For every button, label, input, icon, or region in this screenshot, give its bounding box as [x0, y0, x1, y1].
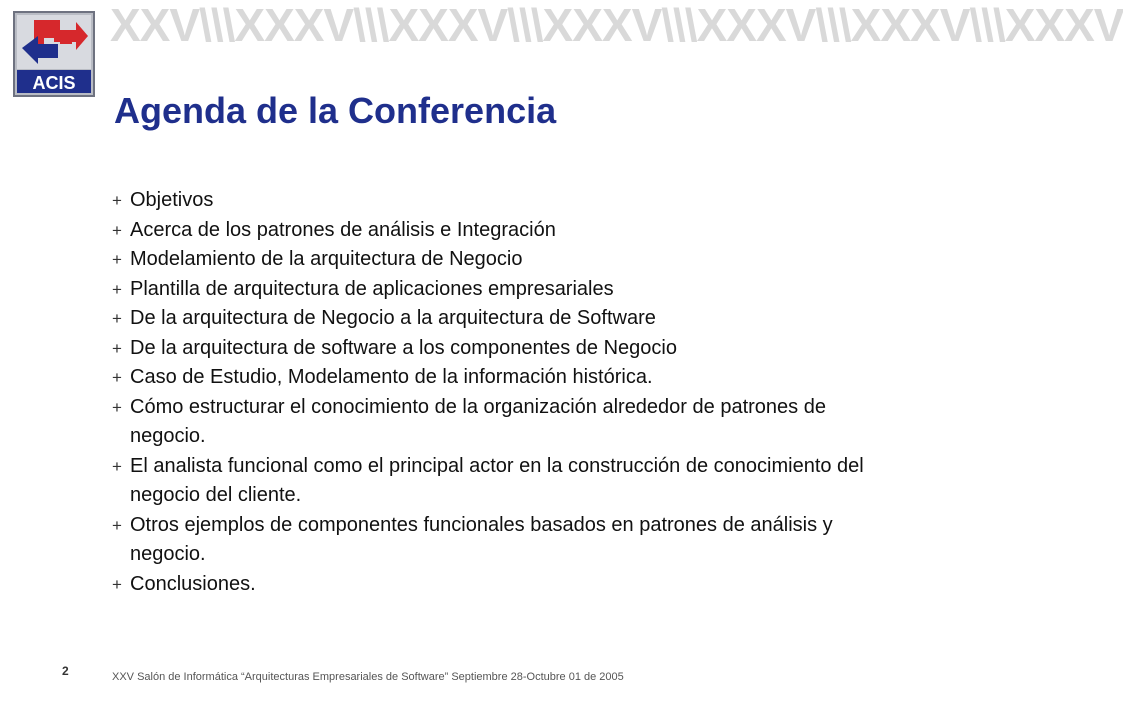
agenda-item: [112, 216, 902, 246]
agenda-item: [112, 245, 902, 275]
slide-number: 2: [62, 664, 69, 678]
bullet-marker: +: [112, 456, 122, 476]
header-banner: [110, 0, 1123, 51]
bullet-marker: +: [112, 220, 122, 240]
agenda-item: [112, 304, 902, 334]
bullet-marker: +: [112, 191, 122, 210]
bullet-marker: +: [112, 515, 122, 535]
agenda-item-text: Otros ejemplos de componentes funcionales basados en patrones de análisis y negocio.: [130, 513, 833, 565]
agenda-item-text: Caso de Estudio, Modelamento de la información histórica.: [130, 366, 653, 388]
logo-text: ACIS: [32, 73, 76, 93]
agenda-item-text: El analista funcional como el principal actor en la construcción de conocimiento del negocio del cliente.: [130, 454, 864, 506]
agenda-item-text: Conclusiones.: [130, 572, 256, 595]
page-title: Agenda de la Conferencia: [114, 90, 557, 131]
agenda-item-text: De la arquitectura de software a los componentes de Negocio: [130, 336, 677, 359]
bullet-marker: +: [112, 397, 122, 417]
footer-text: XXV Salón de Informática “Arquitecturas Empresariales de Software” Septiembre 28-Octubre 01 de 2005: [112, 671, 624, 683]
acis-logo: [14, 12, 94, 96]
agenda-item-text: Acerca de los patrones de análisis e Integración: [130, 218, 556, 241]
agenda-item-text: Plantilla de arquitectura de aplicaciones empresariales: [130, 277, 614, 300]
agenda-item: [112, 186, 902, 216]
bullet-marker: +: [112, 338, 122, 358]
agenda-list: [112, 186, 902, 599]
bullet-marker: +: [112, 309, 122, 328]
agenda-item: [112, 393, 902, 452]
agenda-item-text: Cómo estructurar el conocimiento de la organización alrededor de patrones de negocio.: [130, 395, 826, 447]
bullet-marker: +: [112, 250, 122, 269]
agenda-item: [112, 511, 902, 570]
bullet-marker: +: [112, 574, 122, 594]
agenda-item-text: Modelamiento de la arquitectura de Negocio: [130, 248, 523, 270]
agenda-item-text: De la arquitectura de Negocio a la arquitectura de Software: [130, 307, 656, 329]
agenda-item-text: Objetivos: [130, 189, 214, 211]
bullet-marker: +: [112, 368, 122, 387]
agenda-item: [112, 363, 902, 393]
agenda-item: [112, 570, 902, 600]
agenda-item: [112, 275, 902, 305]
agenda-item: [112, 452, 902, 511]
banner-text: XXV\\\XXXV\\\XXXV\\\XXXV\\\XXXV\\\XXXV\\\XXXV: [110, 0, 1123, 51]
agenda-item: [112, 334, 902, 364]
bullet-marker: +: [112, 279, 122, 299]
